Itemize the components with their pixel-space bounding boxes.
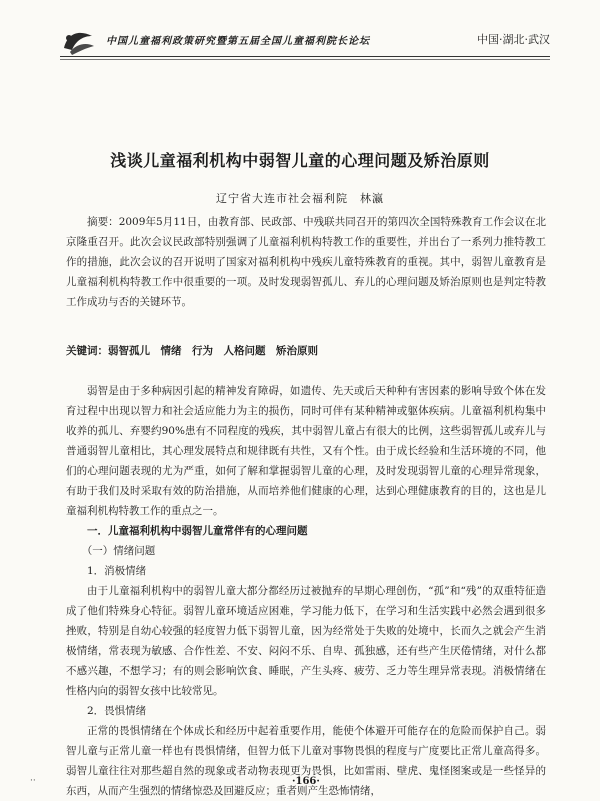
running-header	[60, 22, 550, 58]
conference-location: 中国·湖北·武汉	[477, 33, 550, 46]
subsection-heading: （一）情绪问题	[81, 545, 156, 557]
abstract: 摘要：2009年5月11日，由教育部、民政部、中残联共同召开的第四次全国特殊教育工作会议在北京隆重召开。此次会议民政部特别强调了儿童福利机构特教工作的重要性，并出台了一系列力推特教工作的措施，此次会议的召开说明了国家对福利机构中残疾儿童特殊教育的重视。其中，弱智儿童教育是儿童福利机构特教工作中很重要的一项。及时发现弱智孤儿、弃儿的心理问题及矫治原则也是判定特教工作成功与否的关键环节。	[66, 216, 546, 308]
author-line: 辽宁省大连市社会福利院 林瀛	[216, 192, 384, 205]
item-heading: 1．消极情绪	[87, 565, 147, 577]
page-number: ·166·	[292, 776, 320, 787]
header-rule-thin	[60, 59, 550, 60]
body-paragraph: 正常的畏惧情绪在个体成长和经历中起着重要作用，能使个体避开可能存在的危险而保护自己。弱智儿童与正常儿童一样也有畏惧情绪，但智力低下儿童对事物畏惧的程度与广度要比正常儿童高得多。弱智儿童往往对那些超自然的现象或者动物表现更为畏惧，比如雷雨、壁虎、鬼怪图案或是一些怪异的东西，从而产生强烈的情绪惊恐及回避反应；重者则产生恐怖情绪，	[66, 725, 546, 797]
body-paragraph: 由于儿童福利机构中的弱智儿童大都分都经历过被抛弃的早期心理创伤，“孤”和“残”的双重特征造成了他们特殊身心特征。弱智儿童环境适应困难，学习能力低下，在学习和生活实践中必然会遇到很多挫败，特别是自幼心较强的轻度智力低下弱智儿童，因为经常处于失败的处境中，长而久之就会产生消极情绪，常表现为敏感、合作性差、不安、闷闷不乐、自卑、孤独感，还有些产生厌倦情绪，对什么都不感兴趣，不想学习；有的则会影响饮食、睡眠，产生头疼、疲劳、乏力等生理异常表现。消极情绪在性格内向的弱智女孩中比较常见。	[66, 585, 546, 697]
keywords: 关键词：弱智孤儿 情绪 行为 人格问题 矫治原则	[66, 345, 318, 357]
item-heading: 2．畏惧情绪	[87, 705, 147, 717]
conference-logo-icon	[60, 28, 96, 56]
conference-name: 中国儿童福利政策研究暨第五届全国儿童福利院长论坛	[106, 36, 370, 47]
margin-mark: ··	[30, 776, 36, 786]
section-heading: 一．儿童福利机构中弱智儿童常伴有的心理问题	[87, 525, 308, 537]
article-body	[66, 381, 546, 801]
article-title: 浅谈儿童福利机构中弱智儿童的心理问题及矫治原则	[110, 151, 490, 170]
header-rule	[60, 56, 550, 57]
intro-paragraph: 弱智是由于多种病因引起的精神发育障碍，如遗传、先天或后天种种有害因素的影响导致个体在发育过程中出现以智力和社会适应能力为主的损伤，同时可伴有某种精神或躯体疾病。儿童福利机构集中收养的孤儿、弃婴约90%患有不同程度的残疾，其中弱智儿童占有很大的比例，这些弱智孤儿或弃儿与普通弱智儿童相比，其心理发展特点和规律既有共性，又有个性。由于成长经验和生活环境的不同，他们的心理问题表现的尤为严重，如何了解和掌握弱智儿童的心理，及时发现弱智儿童的心理异常现象，有助于我们及时采取有效的防治措施，从而培养他们健康的心理，达到心理健康教育的目的，这也是儿童福利机构特教工作的重点之一。	[66, 385, 546, 517]
